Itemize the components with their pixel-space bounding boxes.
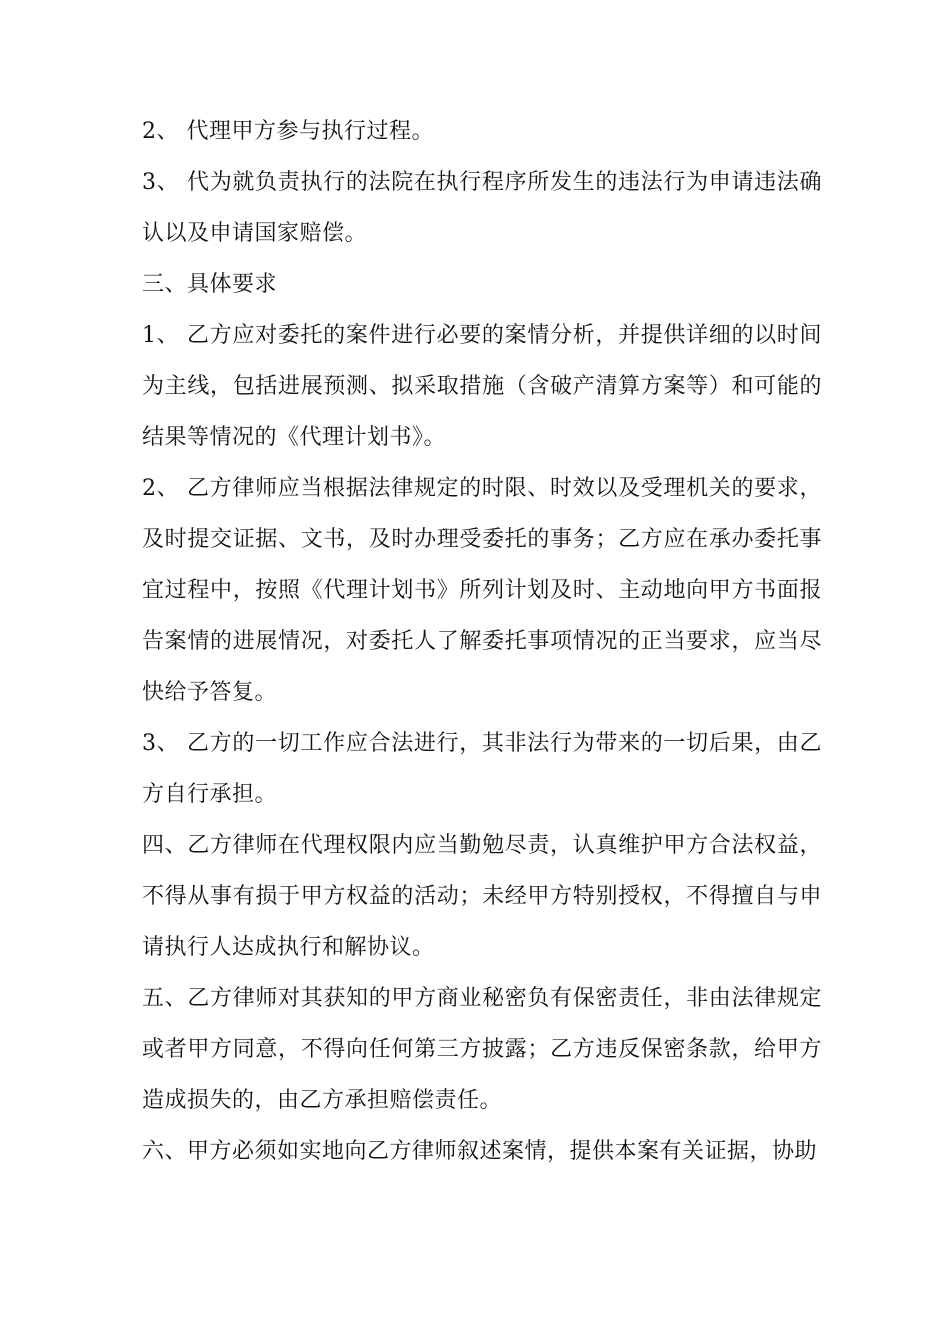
paragraph: 四、乙方律师在代理权限内应当勤勉尽责，认真维护甲方合法权益，不得从事有损于甲方权益的活动；未经甲方特别授权，不得擅自与申请执行人达成执行和解协议。: [142, 833, 822, 960]
paragraph: 2、 代理甲方参与执行过程。: [142, 119, 434, 144]
paragraph: 六、甲方必须如实地向乙方律师叙述案情，提供本案有关证据，协助: [142, 1139, 818, 1164]
paragraph: 3、 代为就负责执行的法院在执行程序所发生的违法行为申请违法确认以及申请国家赔偿。: [142, 170, 822, 246]
paragraph: 3、 乙方的一切工作应合法进行，其非法行为带来的一切后果，由乙方自行承担。: [142, 731, 822, 807]
paragraph: 1、 乙方应对委托的案件进行必要的案情分析，并提供详细的以时间为主线，包括进展预测、拟采取措施（含破产清算方案等）和可能的结果等情况的《代理计划书》。: [142, 323, 822, 450]
section-heading: 三、具体要求: [142, 272, 278, 297]
paragraph: 2、 乙方律师应当根据法律规定的时限、时效以及受理机关的要求，及时提交证据、文书，及时办理受委托的事务；乙方应在承办委托事宜过程中，按照《代理计划书》所列计划及时、主动地向甲方书面报告案情的进展情况，对委托人了解委托事项情况的正当要求，应当尽快给予答复。: [142, 476, 822, 705]
document-body: [142, 106, 822, 1177]
paragraph: 五、乙方律师对其获知的甲方商业秘密负有保密责任，非由法律规定或者甲方同意，不得向任何第三方披露；乙方违反保密条款，给甲方造成损失的，由乙方承担赔偿责任。: [142, 986, 822, 1113]
